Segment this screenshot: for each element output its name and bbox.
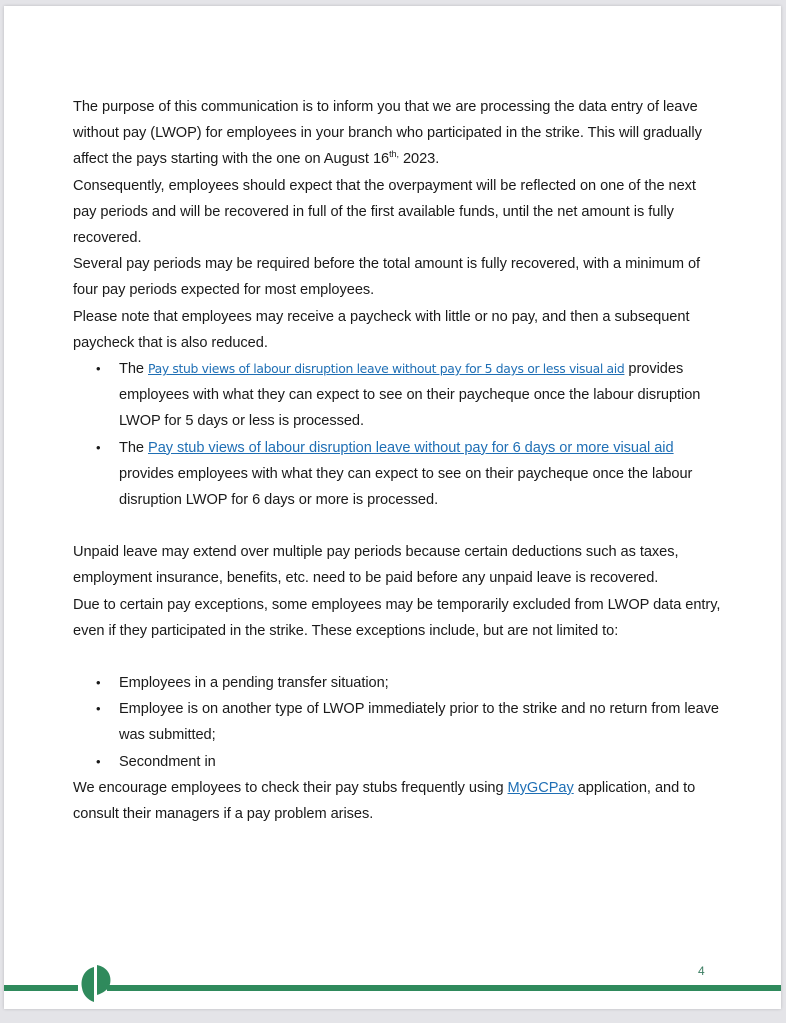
page-number: 4 [698,964,705,978]
intro-year: 2023. [398,151,440,168]
paragraph-exceptions: Due to certain pay exceptions, some employees may be temporarily excluded from LWOP data entry, even if they participated in the strike. These exceptions include, but are not limited to: [73,596,721,639]
paragraph-unpaid-leave: Unpaid leave may extend over multiple pay periods because certain deductions such as taxes, employment insurance, benefits, etc. need to be paid before any unpaid leave is recovered. [73,544,679,587]
list-item-prefix: The [119,439,149,456]
bullet-icon: • [96,675,101,691]
list-item [73,435,723,514]
closing-text: We encourage employees to check their pay stubs frequently using [73,779,508,796]
paragraph-please-note: Please note that employees may receive a paycheck with little or no pay, and then a subsequent paycheck that is also reduced. [73,308,690,351]
list-item [73,670,723,696]
paragraph-closing [73,775,723,827]
bullet-icon: • [96,361,101,377]
list-item-text: Secondment in [119,753,216,770]
paragraph-consequently: Consequently, employees should expect that the overpayment will be reflected on one of the next pay periods and will be recovered in full of the first available funds, until the net amount is fully recovered. [73,177,696,247]
footer-rule-right [107,985,781,991]
ordinal-suffix: th, [389,149,399,160]
bullet-icon: • [96,439,101,455]
list-item-suffix: provides employees with what they can expect to see on their paycheque once the labour disruption LWOP for 5 days or less is processed. [119,361,701,430]
bullet-icon: • [96,753,101,769]
exceptions-list [73,670,723,775]
closing-text-end: application, and to consult their managers if a pay problem arises. [73,779,696,823]
document-page [4,6,781,1009]
paragraph-pay-periods: Several pay periods may be required before the total amount is fully recovered, with a minimum of four pay periods expected for most employees. [73,256,701,299]
list-item-text: Employee is on another type of LWOP immediately prior to the strike and no return from leave was submitted; [119,701,719,744]
footer-rule [4,962,781,1002]
spacer [73,644,723,670]
list-item-suffix: provides employees with what they can expect to see on their paycheque once the labour disruption LWOP for 6 days or more is processed. [119,465,693,509]
spacer [73,513,723,539]
bullet-icon: • [96,701,101,717]
list-item-text: Employees in a pending transfer situation; [119,675,389,692]
visual-aid-list [73,356,723,513]
leaf-logo-icon [82,965,111,1002]
list-item [73,696,723,748]
list-item [73,356,723,435]
visual-aid-5-days-link[interactable]: Pay stub views of labour disruption leave without pay for 5 days or less visual aid [148,361,625,377]
mygcpay-link[interactable]: MyGCPay [507,779,574,796]
intro-text: The purpose of this communication is to inform you that we are processing the data entry of leave without pay (LWOP) for employees in your branch who participated in the strike. This will gradually affect the pays starting with the one on August 16 [73,99,702,168]
paragraph-intro [73,94,723,173]
list-item [73,749,723,775]
page-content [73,94,723,827]
list-item-prefix: The [119,361,149,378]
footer-rule-left [4,985,78,991]
visual-aid-6-days-link[interactable]: Pay stub views of labour disruption leave without pay for 6 days or more visual aid [148,439,674,456]
